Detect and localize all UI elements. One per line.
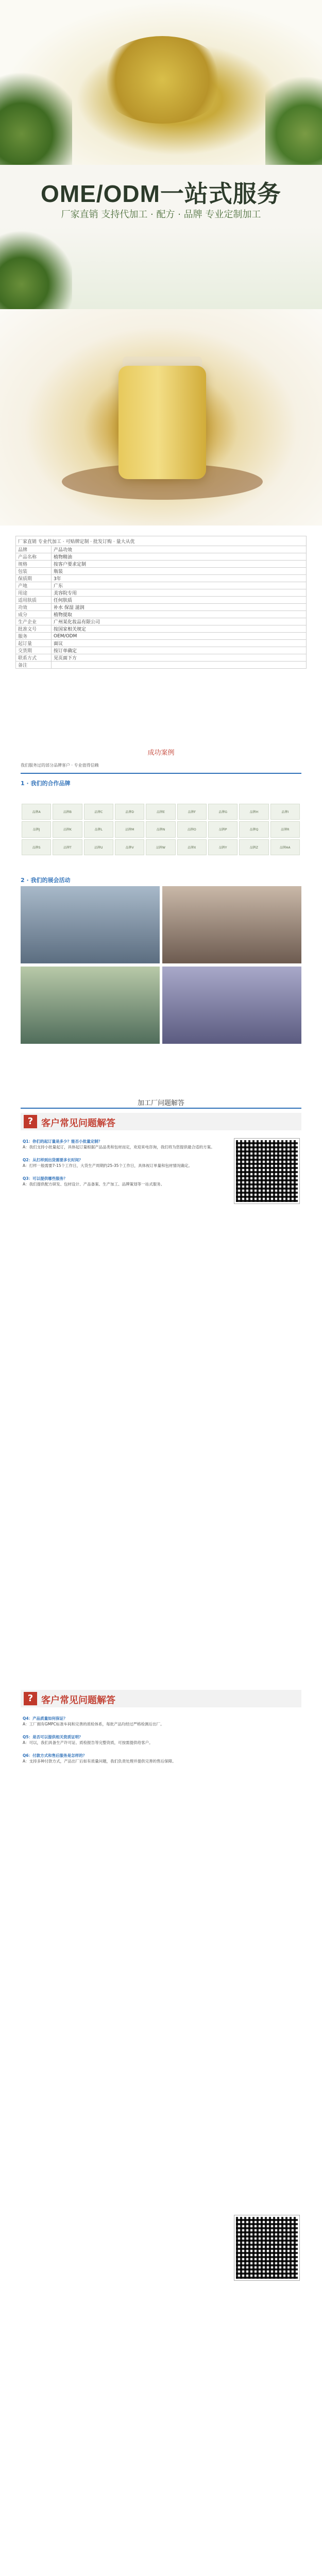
spec-key: 起订量	[16, 640, 52, 647]
partner-logo: 品牌U	[84, 839, 113, 855]
spec-table-body	[16, 546, 307, 669]
oil-bowl	[98, 36, 227, 124]
spec-key: 产品名称	[16, 553, 52, 561]
partner-logo: 品牌E	[146, 804, 175, 820]
partner-logo: 品牌K	[53, 821, 82, 837]
faq-list-2	[23, 1716, 224, 1771]
spec-row	[16, 561, 307, 568]
spec-value: 瓶装	[52, 568, 307, 575]
partner-logo: 品牌W	[146, 839, 175, 855]
faq-answer: A：支持多种付款方式，产品出厂后如有质量问题，我们负责处理并提供完善的售后保障。	[23, 1759, 176, 1764]
spec-row	[16, 654, 307, 662]
spec-row	[16, 633, 307, 640]
partner-logo: 品牌Y	[208, 839, 238, 855]
service-banner	[0, 165, 322, 227]
faq-header-bar	[21, 1113, 301, 1130]
faq-list-1	[23, 1139, 224, 1194]
spec-key: 备注	[16, 662, 52, 669]
spec-key: 交货期	[16, 647, 52, 654]
faq-answer: A：可以，我们具备生产许可证、质检报告等完整资质，可按需提供给客户。	[23, 1740, 153, 1745]
partner-logo: 品牌N	[146, 821, 175, 837]
spec-table	[15, 536, 307, 669]
leaves-decor-mid	[0, 227, 72, 309]
event-photo-1	[21, 886, 160, 963]
spec-value: 按客户要求定制	[52, 561, 307, 568]
spec-key: 联系方式	[16, 654, 52, 662]
spec-key: 规格	[16, 561, 52, 568]
partner-logo: 品牌T	[53, 839, 82, 855]
leaves-decor-right	[265, 62, 322, 165]
factory-title: 加工厂问题解答	[137, 1099, 184, 1107]
faq-item	[23, 1139, 224, 1150]
spec-row	[16, 553, 307, 561]
spec-value: 植物提取	[52, 611, 307, 618]
partner-logo: 品牌I	[270, 804, 300, 820]
spec-key: 适用肤质	[16, 597, 52, 604]
cases-intro: 我们服务过的部分品牌客户 · 专业值得信赖	[21, 763, 99, 768]
faq-question: Q6：付款方式和售后服务是怎样的？	[23, 1753, 87, 1758]
spec-row	[16, 604, 307, 611]
faq-question: Q1：你们的起订量是多少？能否小批量定制？	[23, 1139, 103, 1144]
spec-value: 按订单确定	[52, 647, 307, 654]
spec-row	[16, 575, 307, 582]
partner-logo: 品牌A	[22, 804, 51, 820]
product-photo-bottom	[0, 309, 322, 526]
faq-header-bar	[21, 1690, 301, 1707]
spec-key: 品牌	[16, 546, 52, 553]
spec-value: 任何肤质	[52, 597, 307, 604]
faq-item	[23, 1716, 224, 1727]
spec-value: 面议	[52, 640, 307, 647]
divider-line	[21, 773, 301, 774]
event-photo-4	[162, 967, 301, 1044]
banner-subtitle: 厂家直销 支持代加工 · 配方 · 品牌 专业定制加工	[61, 209, 261, 220]
partner-logo: 品牌L	[84, 821, 113, 837]
spec-value: OEM/ODM	[52, 633, 307, 640]
spec-value	[52, 662, 307, 669]
spec-value: 补水 保湿 滋润	[52, 604, 307, 611]
spec-key: 成分	[16, 611, 52, 618]
qr-code-1[interactable]	[234, 1139, 299, 1204]
spec-row	[16, 662, 307, 669]
spec-table-header	[16, 536, 307, 546]
spec-value: 广州某化妆品有限公司	[52, 618, 307, 625]
spec-row	[16, 597, 307, 604]
divider-line	[21, 1108, 301, 1109]
partner-logo: 品牌V	[115, 839, 144, 855]
product-photo-middle	[0, 227, 322, 309]
partner-logo: 品牌R	[270, 821, 300, 837]
spec-row	[16, 546, 307, 553]
event-photo-3	[21, 967, 160, 1044]
partner-logo: 品牌AA	[270, 839, 300, 855]
spec-header-note: 厂家直销 专业代加工 · 可贴牌定制 · 批发订购 · 量大从优	[16, 536, 307, 546]
faq-answer: A：打样一般需要7-15个工作日，大货生产周期约25-35个工作日，具体视订单量和包材情况确定。	[23, 1163, 192, 1168]
partner-logo: 品牌P	[208, 821, 238, 837]
faq-answer: A：我们提供配方研发、包材设计、产品备案、生产加工、品牌策划等一站式服务。	[23, 1182, 165, 1187]
partner-logo: 品牌Z	[239, 839, 268, 855]
faq-header-label: 客户常见问题解答	[41, 1118, 115, 1129]
partner-logo: 品牌J	[22, 821, 51, 837]
partner-logo: 品牌B	[53, 804, 82, 820]
spec-key: 批准文号	[16, 625, 52, 633]
spec-key: 包装	[16, 568, 52, 575]
oil-jar	[118, 366, 206, 479]
spec-row	[16, 618, 307, 625]
spec-key: 产地	[16, 582, 52, 589]
spec-row	[16, 611, 307, 618]
partner-logo: 品牌D	[115, 804, 144, 820]
spec-key: 用途	[16, 589, 52, 597]
partner-logo: 品牌Q	[239, 821, 268, 837]
faq-item	[23, 1176, 224, 1187]
faq-item	[23, 1734, 224, 1745]
spec-row	[16, 582, 307, 589]
spec-value: 按国家相关规定	[52, 625, 307, 633]
faq-question: Q5：是否可以提供相关资质证明？	[23, 1735, 83, 1739]
partners-heading: 1 · 我们的合作品牌	[21, 780, 71, 787]
question-mark-icon: ?	[24, 1115, 37, 1128]
partner-logo: 品牌O	[177, 821, 207, 837]
faq-question: Q3：可以提供哪些服务？	[23, 1176, 67, 1181]
partner-logo: 品牌F	[177, 804, 207, 820]
spec-key: 功效	[16, 604, 52, 611]
banner-title: OME/ODM一站式服务	[41, 180, 281, 207]
partner-logo: 品牌G	[208, 804, 238, 820]
event-photo-2	[162, 886, 301, 963]
partner-logo: 品牌C	[84, 804, 113, 820]
spec-value: 植物精油	[52, 553, 307, 561]
spec-row	[16, 640, 307, 647]
cases-title: 成功案例	[147, 749, 175, 757]
spec-key: 保质期	[16, 575, 52, 582]
spec-value: 产品功效	[52, 546, 307, 553]
spec-row	[16, 589, 307, 597]
leaves-decor-left	[0, 62, 72, 165]
faq-answer: A：我们支持小批量起订，具体起订量根据产品品类和包材而定，欢迎来电咨询，我们将为您提供最合适的方案。	[23, 1145, 215, 1149]
spec-row	[16, 625, 307, 633]
spec-value: 美容院专用	[52, 589, 307, 597]
spec-key: 服务	[16, 633, 52, 640]
faq-item	[23, 1753, 224, 1764]
spec-value: 见页面下方	[52, 654, 307, 662]
faq-question: Q4：产品质量如何保证？	[23, 1716, 67, 1721]
faq-item	[23, 1157, 224, 1168]
spec-row	[16, 647, 307, 654]
events-heading: 2 · 我们的展会活动	[21, 877, 71, 884]
spec-value: 广东	[52, 582, 307, 589]
spec-row	[16, 568, 307, 575]
partner-logo: 品牌M	[115, 821, 144, 837]
faq-answer: A：工厂拥有GMPC标准车间和完善的质检体系，每批产品均经过严格检测后出厂。	[23, 1722, 164, 1726]
faq-header-label: 客户常见问题解答	[41, 1695, 115, 1706]
spec-key: 生产企业	[16, 618, 52, 625]
partner-logo: 品牌S	[22, 839, 51, 855]
partner-logo-grid	[22, 804, 300, 855]
question-mark-icon: ?	[24, 1692, 37, 1705]
spec-value: 3年	[52, 575, 307, 582]
partner-logo: 品牌X	[177, 839, 207, 855]
partner-logo: 品牌H	[239, 804, 268, 820]
product-photo-top	[0, 0, 322, 165]
qr-code-2[interactable]	[234, 2215, 299, 2280]
faq-question: Q2：从打样到出货需要多长时间？	[23, 1158, 83, 1162]
